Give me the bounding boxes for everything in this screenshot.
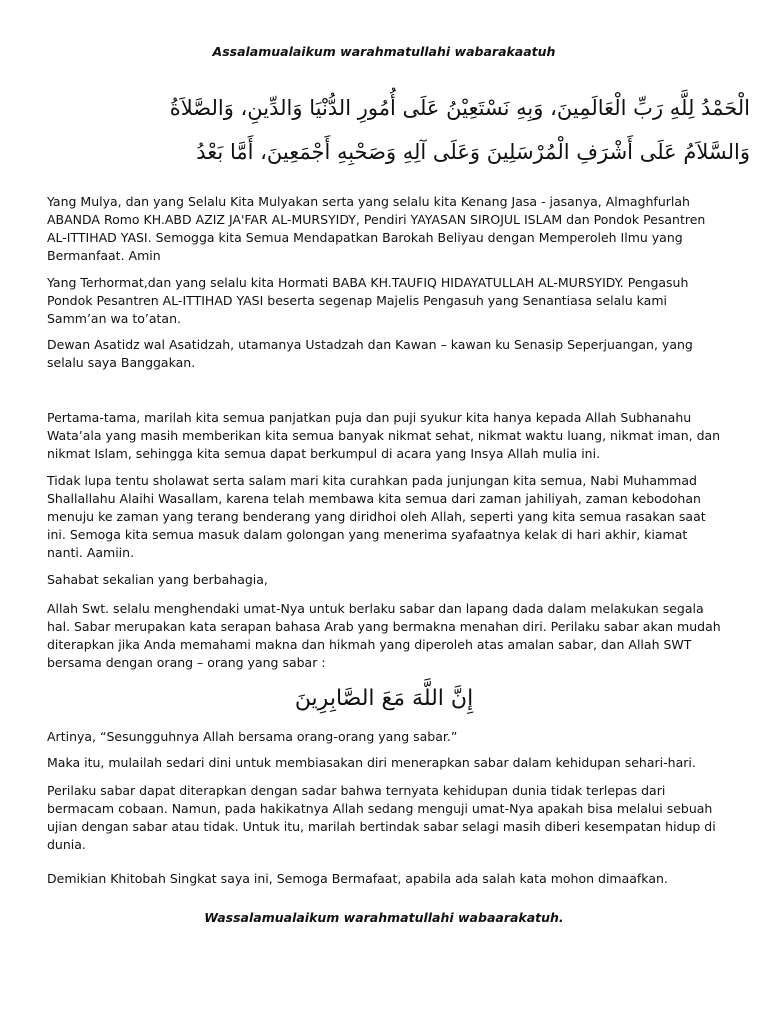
arabic-opening-line-1: الْحَمْدُ لِلَّهِ رَبِّ الْعَالَمِينَ، وَبِهِ نَسْتَعِيْنُ عَلَى أُمُورِ الدُّنْيَا وَالدِّينِ، وَالصَّلاَةُ bbox=[169, 96, 750, 120]
paragraph-salutation-teachers: Dewan Asatidz wal Asatidzah, utamanya Ustadzah dan Kawan – kawan ku Senasip Seperjuangan, yang selalu saya Banggakan. bbox=[47, 337, 693, 370]
paragraph-audience: Sahabat sekalian yang berbahagia, bbox=[47, 572, 268, 587]
paragraph-salutation-founder: Yang Mulya, dan yang Selalu Kita Mulyakan serta yang selalu kita Kenang Jasa - jasanya, Almaghfurlah ABANDA Romo KH.ABD AZIZ JA'FAR AL-MURSYIDY, Pendiri YAYASAN SIROJUL ISLAM dan Pondok Pesantren AL-ITTIHAD YASI. Semogga kita Semua Mendapatkan Barokah Beliyau dengan Memperoleh Ilmu yang Bermanfaat. Amin bbox=[47, 194, 706, 263]
arabic-opening-line-2: وَالسَّلاَمُ عَلَى أَشْرَفِ الْمُرْسَلِينَ وَعَلَى آلِهِ وَصَحْبِهِ أَجْمَعِينَ، أَمَّا بَعْدُ bbox=[196, 140, 750, 164]
paragraph-sabar: Allah Swt. selalu menghendaki umat-Nya untuk berlaku sabar dan lapang dada dalam melakukan segala hal. Sabar merupakan kata serapan bahasa Arab yang bermakna menahan diri. Perilaku sabar akan mudah diterapkan jika Anda memahami makna dan hikmah yang diperoleh atas amalan sabar, dan Allah SWT bersama dengan orang – orang yang sabar : bbox=[47, 601, 721, 670]
paragraph-closing: Demikian Khitobah Singkat saya ini, Semoga Bermafaat, apabila ada salah kata mohon dimaafkan. bbox=[47, 871, 668, 886]
closing-greeting: Wassalamualaikum warahmatullahi wabaarakatuh. bbox=[204, 910, 564, 925]
paragraph-sholawat: Tidak lupa tentu sholawat serta salam mari kita curahkan pada junjungan kita semua, Nabi Muhammad Shallallahu Alaihi Wasallam, karena telah membawa kita semua dari zaman jahiliyah, zaman kebodohan menuju ke zaman yang terang benderang yang diridhoi oleh Allah, seperti yang kita semua rasakan saat ini. Semoga kita semua masuk dalam golongan yang menerima syafaatnya kelak di hari akhir, kiamat nanti. Aamiin. bbox=[47, 473, 706, 560]
opening-greeting: Assalamualaikum warahmatullahi wabarakaatuh bbox=[212, 44, 556, 59]
arabic-verse: إِنَّ اللَّهَ مَعَ الصَّابِرِينَ bbox=[294, 686, 474, 711]
paragraph-salutation-caretaker: Yang Terhormat,dan yang selalu kita Hormati BABA KH.TAUFIQ HIDAYATULLAH AL-MURSYIDY. Pengasuh Pondok Pesantren AL-ITTIHAD YASI beserta segenap Majelis Pengasuh yang Senantiasa selalu kami Samm’an wa to’atan. bbox=[47, 275, 689, 326]
paragraph-meaning: Artinya, “Sesungguhnya Allah bersama orang-orang yang sabar.” bbox=[47, 729, 458, 744]
paragraph-habit: Maka itu, mulailah sedari dini untuk membiasakan diri menerapkan sabar dalam kehidupan sehari-hari. bbox=[47, 755, 696, 770]
paragraph-trials: Perilaku sabar dapat diterapkan dengan sadar bahwa ternyata kehidupan dunia tidak terlepas dari bermacam cobaan. Namun, pada hakikatnya Allah sedang menguji umat-Nya apakah bisa melalui sebuah ujian dengan sabar atau tidak. Untuk itu, marilah bertindak sabar selagi masih diberi kesempatan hidup di dunia. bbox=[47, 783, 716, 852]
paragraph-gratitude: Pertama-tama, marilah kita semua panjatkan puja dan puji syukur kita hanya kepada Allah Subhanahu Wata’ala yang masih memberikan kita semua banyak nikmat sehat, nikmat waktu luang, nikmat iman, dan nikmat Islam, sehingga kita semua dapat berkumpul di acara yang Insya Allah mulia ini. bbox=[47, 410, 721, 461]
